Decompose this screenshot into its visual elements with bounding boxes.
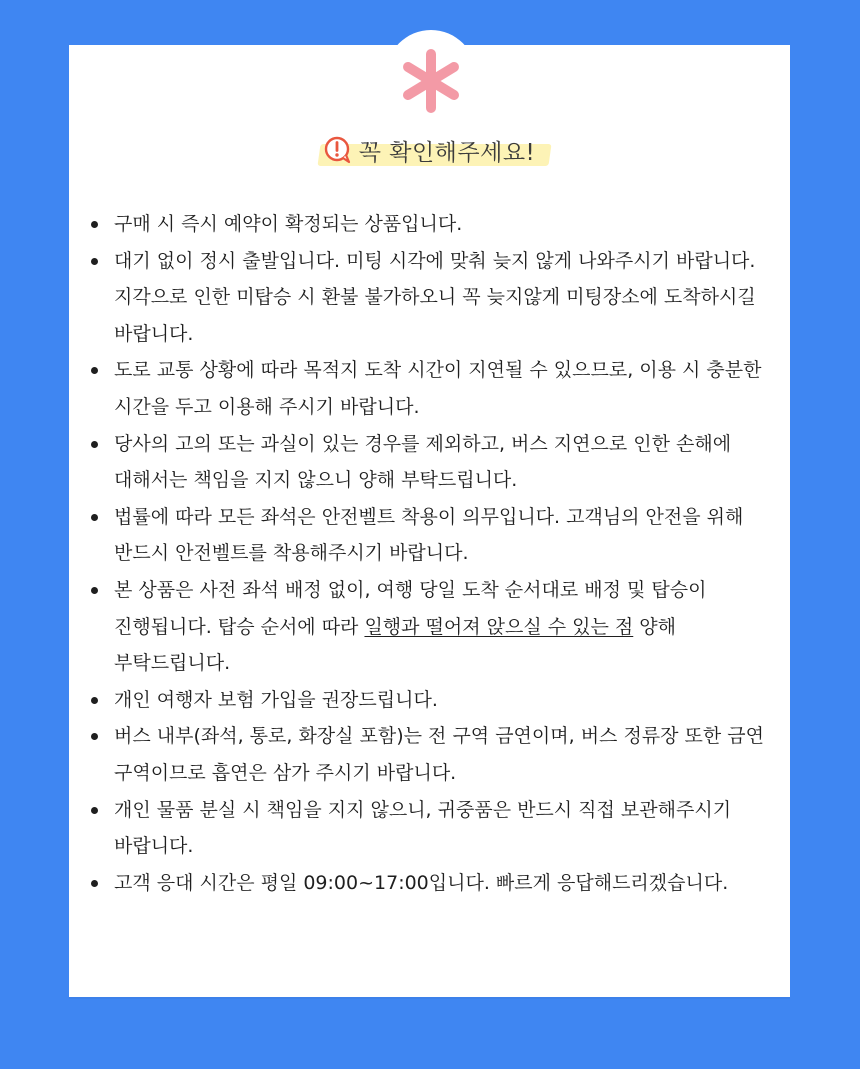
underlined-notice: 일행과 떨어져 앉으실 수 있는 점 bbox=[364, 615, 634, 638]
notice-item: 도로 교통 상황에 따라 목적지 도착 시간이 지연될 수 있으므로, 이용 시 충분한 시간을 두고 이용해 주시기 바랍니다. bbox=[82, 352, 774, 425]
notice-item: 개인 여행자 보험 가입을 권장드립니다. bbox=[82, 682, 774, 719]
notice-header bbox=[0, 130, 860, 174]
notice-item: 당사의 고의 또는 과실이 있는 경우를 제외하고, 버스 지연으로 인한 손해에 대해서는 책임을 지지 않으니 양해 부탁드립니다. bbox=[82, 426, 774, 499]
notice-item: 고객 응대 시간은 평일 09:00~17:00입니다. 빠르게 응답해드리겠습니다. bbox=[82, 865, 774, 902]
notice-item: 법률에 따라 모든 좌석은 안전벨트 착용이 의무입니다. 고객님의 안전을 위해 반드시 안전벨트를 착용해주시기 바랍니다. bbox=[82, 499, 774, 572]
pink-asterisk-icon bbox=[396, 46, 466, 116]
alert-circle-icon bbox=[323, 135, 353, 165]
notice-item: 개인 물품 분실 시 책임을 지지 않으니, 귀중품은 반드시 직접 보관해주시기 바랍니다. bbox=[82, 792, 774, 865]
page-title: 꼭 확인해주세요! bbox=[358, 139, 536, 166]
notice-item: 버스 내부(좌석, 통로, 화장실 포함)는 전 구역 금연이며, 버스 정류장 또한 금연 구역이므로 흡연은 삼가 주시기 바랍니다. bbox=[82, 718, 774, 791]
title-pill bbox=[315, 130, 546, 170]
notice-item: 구매 시 즉시 예약이 확정되는 상품입니다. bbox=[82, 206, 774, 243]
notice-item: 본 상품은 사전 좌석 배정 없이, 여행 당일 도착 순서대로 배정 및 탑승이 진행됩니다. 탑승 순서에 따라 일행과 떨어져 앉으실 수 있는 점 양해 부탁드립니다. bbox=[82, 572, 774, 682]
notice-item: 대기 없이 정시 출발입니다. 미팅 시각에 맞춰 늦지 않게 나와주시기 바랍니다. 지각으로 인한 미탑승 시 환불 불가하오니 꼭 늦지않게 미팅장소에 도착하시길 바랍니다. bbox=[82, 243, 774, 353]
notice-list bbox=[82, 206, 774, 901]
